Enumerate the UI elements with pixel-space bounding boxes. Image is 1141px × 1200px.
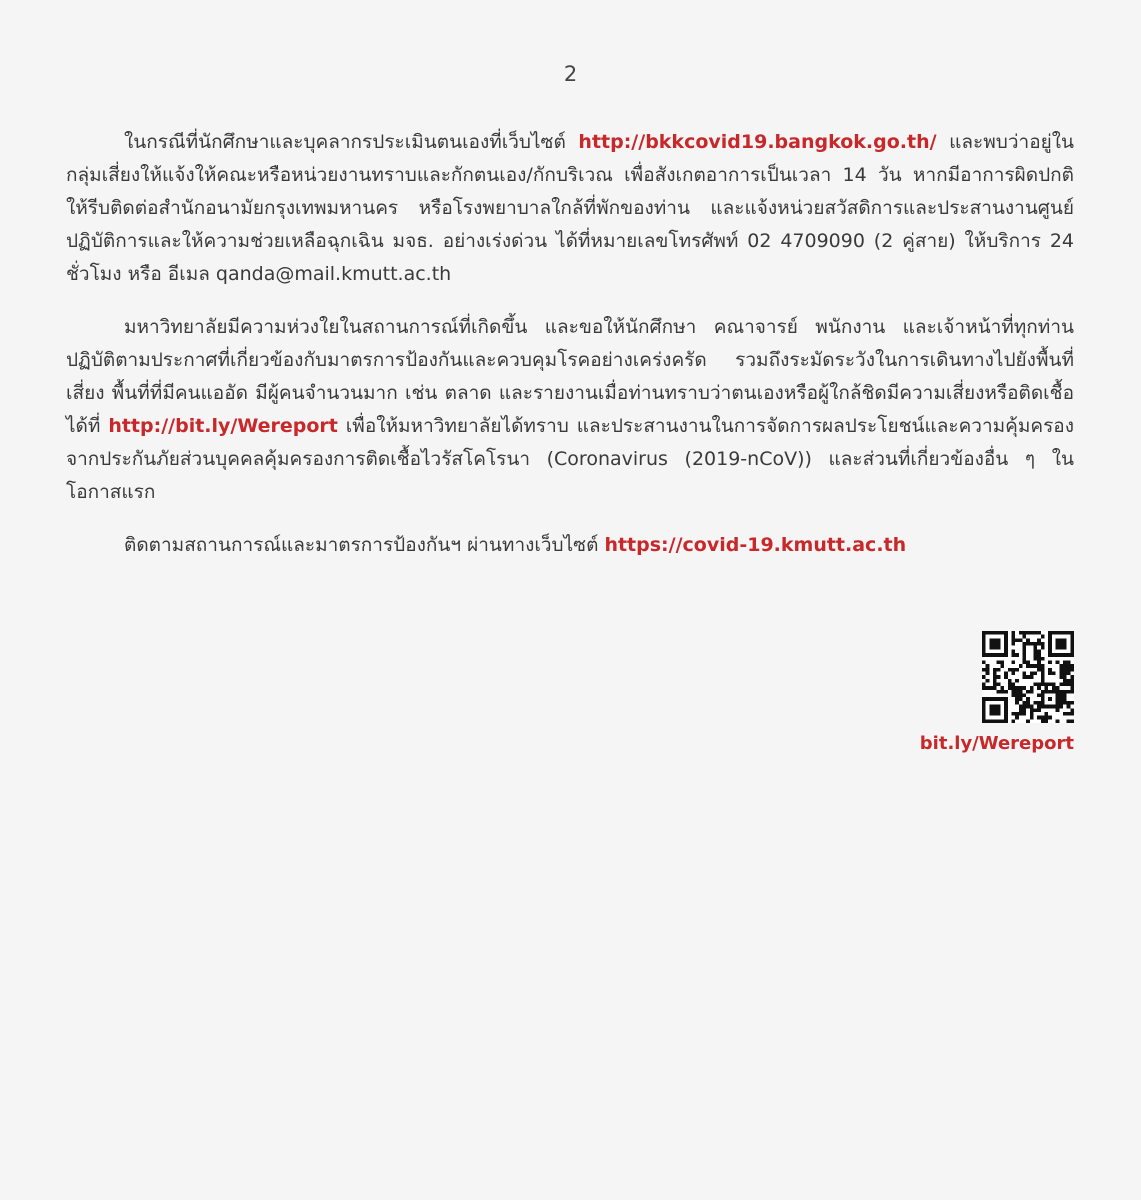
document-body xyxy=(66,126,1074,582)
paragraph-university-concern xyxy=(66,311,1074,509)
wereport-link[interactable]: http://bit.ly/Wereport xyxy=(108,415,338,437)
qr-code-graphic xyxy=(982,631,1074,723)
paragraph-text: ติดตามสถานการณ์และมาตรการป้องกันฯ ผ่านทางเว็บไซต์ xyxy=(124,534,605,556)
qr-code-icon[interactable] xyxy=(982,631,1074,723)
qr-caption-link[interactable]: bit.ly/Wereport xyxy=(919,733,1074,754)
paragraph-text: ในกรณีที่นักศึกษาและบุคลากรประเมินตนเองที่เว็บไซต์ xyxy=(124,131,579,153)
paragraph-text: มหาวิทยาลัยมีความห่วงใยในสถานการณ์ที่เกิดขึ้น และขอให้นักศึกษา คณาจารย์ พนักงาน และเจ้าหน้าที่ทุกท่านปฏิบัติตามประกาศที่เกี่ยวข้องกับมาตรการป้องกันและควบคุมโรคอย่างเคร่งครัด รวมถึงระมัดระวังในการเดินทางไปยังพื้นที่เสี่ยง พื้นที่ที่มีคนแออัด มีผู้คนจำนวนมาก เช่น ตลาด และรายงานเมื่อท่านทราบว่าตนเองหรือผู้ใกล้ชิดมีความเสี่ยงหรือติดเชื้อ ได้ที่ xyxy=(66,316,1074,437)
paragraph-text: เพื่อให้มหาวิทยาลัยได้ทราบ และประสานงานในการจัดการผลประโยชน์และความคุ้มครองจากประกันภัยส่วนบุคคลคุ้มครองการติดเชื้อไวรัสโคโรนา (Coronavirus (2019-nCoV)) และส่วนที่เกี่ยวข้องอื่น ๆ ในโอกาสแรก xyxy=(66,415,1074,503)
paragraph-follow-updates xyxy=(66,529,1074,562)
bkkcovid-link[interactable]: http://bkkcovid19.bangkok.go.th/ xyxy=(578,131,937,153)
paragraph-self-assessment xyxy=(66,126,1074,291)
page-number: 2 xyxy=(563,62,578,86)
covid-kmutt-link[interactable]: https://covid-19.kmutt.ac.th xyxy=(604,534,907,556)
paragraph-text: และพบว่าอยู่ในกลุ่มเสี่ยงให้แจ้งให้คณะหรือหน่วยงานทราบและกักตนเอง/กักบริเวณ เพื่อสังเกตอาการเป็นเวลา 14 วัน หากมีอาการผิดปกติให้รีบติดต่อสำนักอนามัยกรุงเทพมหานคร หรือโรงพยาบาลใกล้ที่พักของท่าน และแจ้งหน่วยสวัสดิการและประสานงานศูนย์ปฏิบัติการและให้ความช่วยเหลือฉุกเฉิน มจธ. อย่างเร่งด่วน ได้ที่หมายเลขโทรศัพท์ 02 4709090 (2 คู่สาย) ให้บริการ 24 ชั่วโมง หรือ อีเมล qanda@mail.kmutt.ac.th xyxy=(66,131,1074,285)
